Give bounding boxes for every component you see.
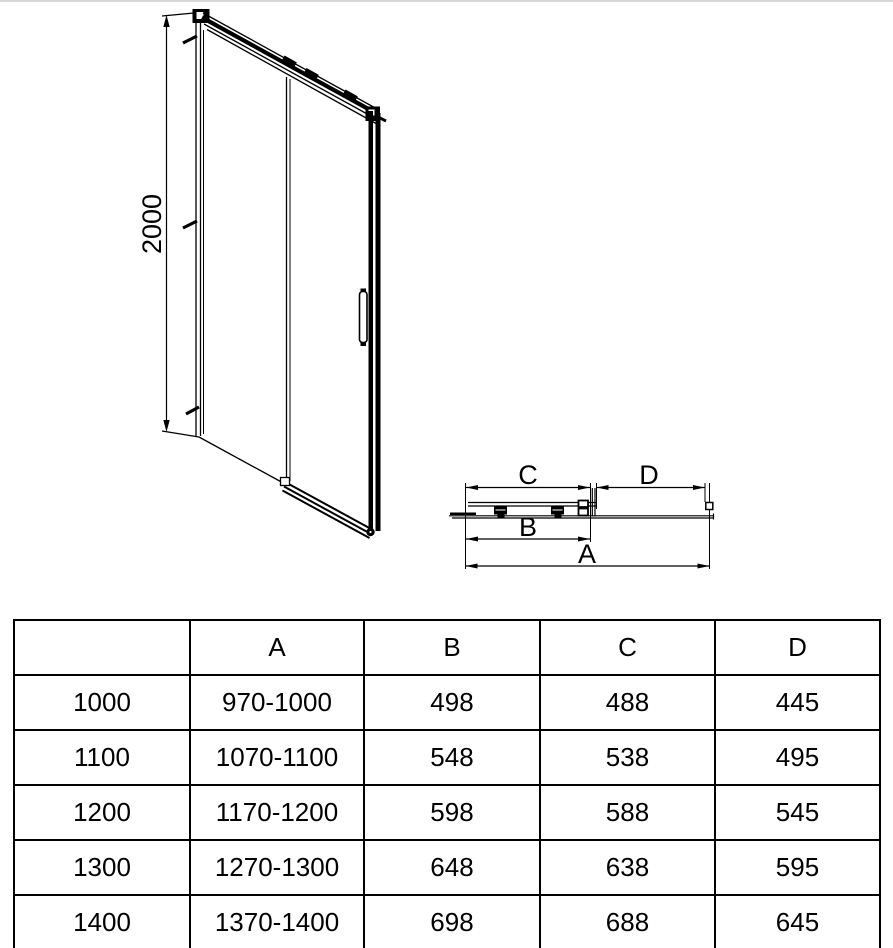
cell-b: 548 — [364, 730, 540, 785]
dimension-a — [466, 539, 710, 569]
dim-label-c: C — [518, 460, 538, 490]
cell-d: 645 — [715, 895, 880, 948]
cell-size: 1400 — [14, 895, 190, 948]
cell-c: 688 — [540, 895, 715, 948]
cell-size: 1200 — [14, 785, 190, 840]
cell-c: 538 — [540, 730, 715, 785]
dimension-b — [466, 512, 590, 542]
cell-c: 488 — [540, 675, 715, 730]
dim-label-a: A — [577, 539, 597, 569]
cell-d: 595 — [715, 840, 880, 895]
dimension-d — [597, 460, 706, 490]
cell-c: 588 — [540, 785, 715, 840]
dim-label-d: D — [639, 460, 659, 490]
dim-label-b: B — [518, 512, 538, 542]
table-row — [14, 840, 880, 895]
cell-size: 1000 — [14, 675, 190, 730]
header-cell-c: C — [540, 620, 715, 675]
table-header-row — [14, 620, 880, 675]
front-view-drawing — [137, 9, 386, 538]
cell-size: 1300 — [14, 840, 190, 895]
sliding-door-edge — [369, 111, 381, 531]
dimension-c — [466, 460, 590, 490]
cell-a: 1170-1200 — [190, 785, 364, 840]
header-cell-size — [14, 620, 190, 675]
top-rail — [202, 13, 386, 126]
cell-b: 698 — [364, 895, 540, 948]
table-row — [14, 785, 880, 840]
header-cell-b: B — [364, 620, 540, 675]
size-table — [13, 619, 881, 948]
cell-b: 498 — [364, 675, 540, 730]
door-handle — [360, 289, 368, 347]
cell-a: 970-1000 — [190, 675, 364, 730]
cell-b: 598 — [364, 785, 540, 840]
height-dimension-label: 2000 — [137, 193, 167, 255]
cell-d: 445 — [715, 675, 880, 730]
header-cell-d: D — [715, 620, 880, 675]
header-cell-a: A — [190, 620, 364, 675]
table-row — [14, 895, 880, 948]
fixed-panel-edge — [287, 77, 291, 482]
table-row — [14, 675, 880, 730]
cell-size: 1100 — [14, 730, 190, 785]
cell-a: 1270-1300 — [190, 840, 364, 895]
wall-profile — [183, 9, 210, 436]
table-row — [14, 730, 880, 785]
cell-b: 648 — [364, 840, 540, 895]
cell-a: 1070-1100 — [190, 730, 364, 785]
cell-d: 495 — [715, 730, 880, 785]
plan-view-drawing — [449, 460, 714, 569]
cell-c: 638 — [540, 840, 715, 895]
roller-carriages — [281, 56, 358, 103]
cell-d: 545 — [715, 785, 880, 840]
cell-a: 1370-1400 — [190, 895, 364, 948]
